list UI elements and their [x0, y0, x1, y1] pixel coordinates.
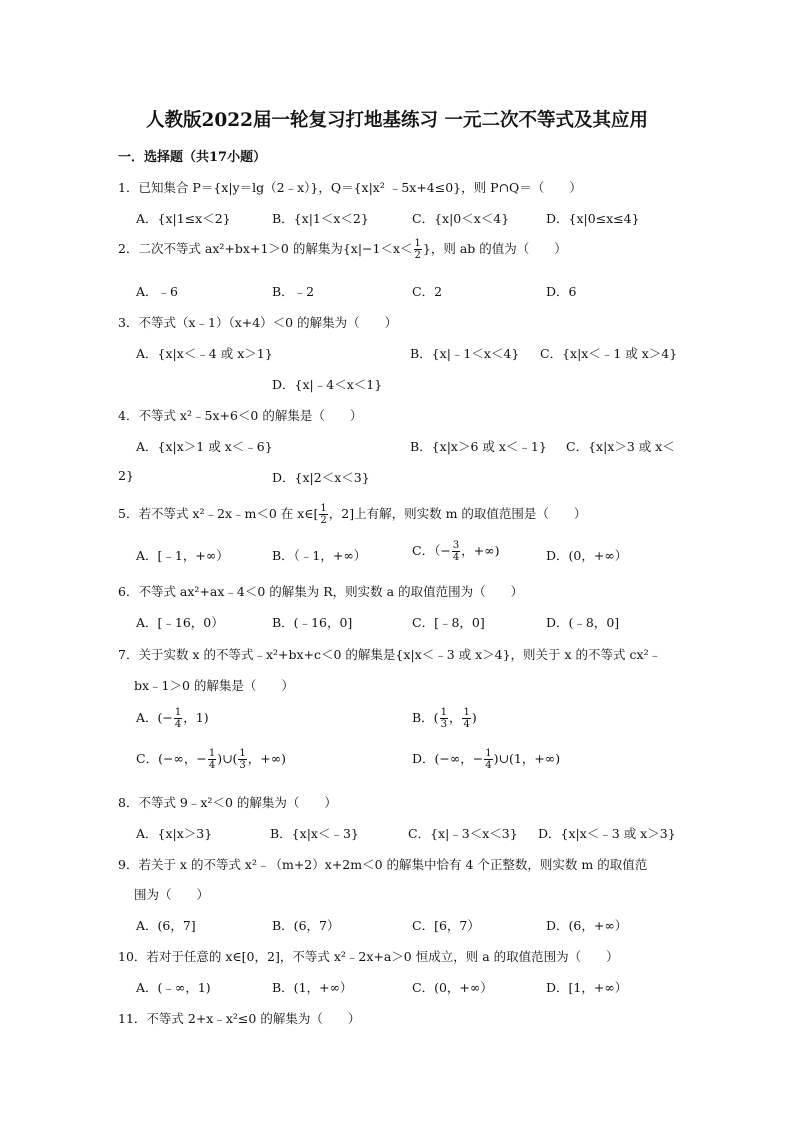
question-2-stem-part1: 2．二次不等式 ax²+bx+1＞0 的解集为{x|−1＜x＜: [118, 241, 413, 256]
option-text: ): [471, 710, 477, 725]
fraction: [414, 238, 422, 261]
fraction-numerator: 1: [208, 748, 216, 759]
fraction-numerator: 3: [452, 540, 460, 551]
option-text: )∪(1，+∞): [493, 751, 561, 766]
fraction-denominator: 2: [414, 250, 421, 261]
question-3-option-a: A．{x|x＜﹣4 或 x＞1}: [136, 346, 273, 361]
question-4-option-d: D．{x|2＜x＜3}: [272, 470, 370, 485]
question-7-option-b: [412, 707, 477, 730]
option-text: C．（: [412, 543, 441, 558]
question-8-option-c: C．{x|﹣3＜x＜3}: [408, 826, 518, 841]
question-5-stem-part1: 5．若不等式 x²﹣2x﹣m＜0 在 x∈[: [118, 506, 319, 521]
question-4-stem: 4．不等式 x²﹣5x+6＜0 的解集是（ ）: [118, 408, 363, 423]
question-4-option-c-cont: 2}: [118, 468, 134, 483]
question-6-option-d: D．(﹣8，0]: [546, 615, 620, 630]
question-3-stem: 3．不等式（x﹣1）（x+4）＜0 的解集为（ ）: [118, 315, 398, 330]
question-1-option-d: D．{x|0≤x≤4}: [546, 211, 640, 226]
question-9-stem: 9．若关于 x 的不等式 x²﹣（m+2）x+2m＜0 的解集中恰有 4 个正整数，则实数 m 的取值范: [118, 857, 648, 872]
option-text: B．(: [412, 710, 439, 725]
question-10-option-a: A．(﹣∞，1): [136, 980, 211, 995]
question-9-option-a: A．(6，7]: [136, 918, 196, 933]
fraction-numerator: 1: [485, 748, 492, 759]
section-heading: 一．选择题（共17小题）: [118, 150, 267, 165]
minus-sign: −: [440, 543, 451, 558]
option-text: ，+∞): [461, 543, 500, 558]
option-text: C．(−∞，−: [136, 751, 207, 766]
fraction: [208, 748, 216, 771]
question-5-stem-part2: ，2]上有解，则实数 m 的取值范围是（ ）: [328, 506, 587, 521]
question-4-option-c: C．{x|x＞3 或 x＜: [566, 439, 675, 454]
question-8-option-b: B．{x|x＜﹣3}: [270, 826, 359, 841]
fraction-denominator: 4: [485, 760, 492, 771]
question-10-option-c: C．(0，+∞）: [412, 980, 493, 995]
question-9-option-d: D．(6，+∞）: [546, 918, 628, 933]
question-10-option-d: D．[1，+∞）: [546, 980, 628, 995]
fraction-numerator: 1: [174, 707, 182, 718]
question-8-option-a: A．{x|x＞3}: [136, 826, 213, 841]
fraction-numerator: 1: [463, 707, 470, 718]
question-5-option-b: B．（﹣1，+∞）: [272, 548, 367, 563]
fraction-denominator: 3: [440, 719, 447, 730]
question-5-option-d: D．(0，+∞）: [546, 548, 628, 563]
question-10-stem: 10．若对于任意的 x∈[0，2]，不等式 x²﹣2x+a＞0 恒成立，则 a 的取值范围为（ ）: [118, 949, 619, 964]
question-6-option-a: A．[﹣16，0）: [136, 615, 224, 630]
question-2-option-c: C．2: [412, 284, 443, 299]
question-1-stem: 1．已知集合 P＝{x|y＝lg（2﹣x）}，Q＝{x|x² ﹣5x+4≤0}，则 P∩Q＝（ ）: [118, 180, 582, 195]
fraction-numerator: 1: [239, 748, 246, 759]
question-9-option-b: B．(6，7）: [272, 918, 340, 933]
page-title: 人教版2022届一轮复习打地基练习 一元二次不等式及其应用: [146, 110, 648, 131]
question-5-option-c: [412, 540, 499, 563]
question-1-option-b: B．{x|1＜x＜2}: [272, 211, 369, 226]
question-9-option-c: C．[6，7）: [412, 918, 480, 933]
fraction: [462, 707, 470, 730]
question-7-option-c: [136, 748, 286, 771]
option-text: ，: [448, 710, 462, 725]
question-3-option-b: B．{x|﹣1＜x＜4}: [410, 346, 520, 361]
question-3-option-c: C．{x|x＜﹣1 或 x＞4}: [540, 346, 678, 361]
question-5-option-a: A．[﹣1，+∞）: [136, 548, 229, 563]
fraction: [174, 707, 182, 730]
question-4-option-a: A．{x|x＞1 或 x＜﹣6}: [136, 439, 273, 454]
fraction: [238, 748, 246, 771]
option-text: A．(−: [136, 710, 173, 725]
question-9-stem-cont: 围为（ ）: [134, 887, 210, 902]
question-4-option-b: B．{x|x＞6 或 x＜﹣1}: [410, 439, 547, 454]
fraction-denominator: 4: [463, 719, 470, 730]
fraction-numerator: 1: [320, 503, 327, 514]
question-11-stem: 11．不等式 2+x﹣x²≤0 的解集为（ ）: [118, 1011, 361, 1026]
question-6-stem: 6．不等式 ax²+ax﹣4＜0 的解集为 R，则实数 a 的取值范围为（ ）: [118, 584, 524, 599]
question-7-stem-cont: bx﹣1＞0 的解集是（ ）: [134, 678, 294, 693]
question-10-option-b: B．(1，+∞）: [272, 980, 353, 995]
question-8-stem: 8．不等式 9﹣x²＜0 的解集为（ ）: [118, 795, 337, 810]
question-7-stem: 7．关于实数 x 的不等式﹣x²+bx+c＜0 的解集是{x|x＜﹣3 或 x＞4}，则关于 x 的不等式 cx²﹣: [118, 647, 662, 662]
question-5-stem: [118, 503, 586, 526]
fraction-denominator: 4: [208, 760, 216, 771]
fraction-denominator: 3: [239, 760, 246, 771]
fraction-denominator: 4: [174, 719, 182, 730]
question-6-option-c: C．[﹣8，0]: [412, 615, 485, 630]
question-7-option-a: [136, 707, 209, 730]
option-text: ，1): [183, 710, 209, 725]
question-2-option-b: B．﹣2: [272, 284, 315, 299]
option-text: D．(−∞，−: [412, 751, 484, 766]
question-8-option-d: D．{x|x＜﹣3 或 x＞3}: [538, 826, 676, 841]
question-2-option-d: D．6: [546, 284, 577, 299]
fraction-numerator: 1: [414, 238, 421, 249]
question-3-option-d: D．{x|﹣4＜x＜1}: [272, 377, 383, 392]
question-2-stem: [118, 238, 567, 261]
question-1-option-a: A．{x|1≤x＜2}: [136, 211, 231, 226]
fraction-denominator: 2: [320, 515, 327, 526]
question-2-option-a: A．﹣6: [136, 284, 178, 299]
question-2-stem-part2: }，则 ab 的值为（ ）: [422, 241, 567, 256]
fraction-numerator: 1: [440, 707, 447, 718]
option-text: )∪(: [217, 751, 238, 766]
fraction: [440, 707, 448, 730]
question-7-option-d: [412, 748, 560, 771]
question-1-option-c: C．{x|0＜x＜4}: [412, 211, 510, 226]
fraction: [452, 540, 460, 563]
fraction-denominator: 4: [452, 552, 460, 563]
option-text: ，+∞): [247, 751, 287, 766]
fraction: [319, 503, 327, 526]
question-6-option-b: B．(﹣16，0]: [272, 615, 353, 630]
fraction: [484, 748, 492, 771]
